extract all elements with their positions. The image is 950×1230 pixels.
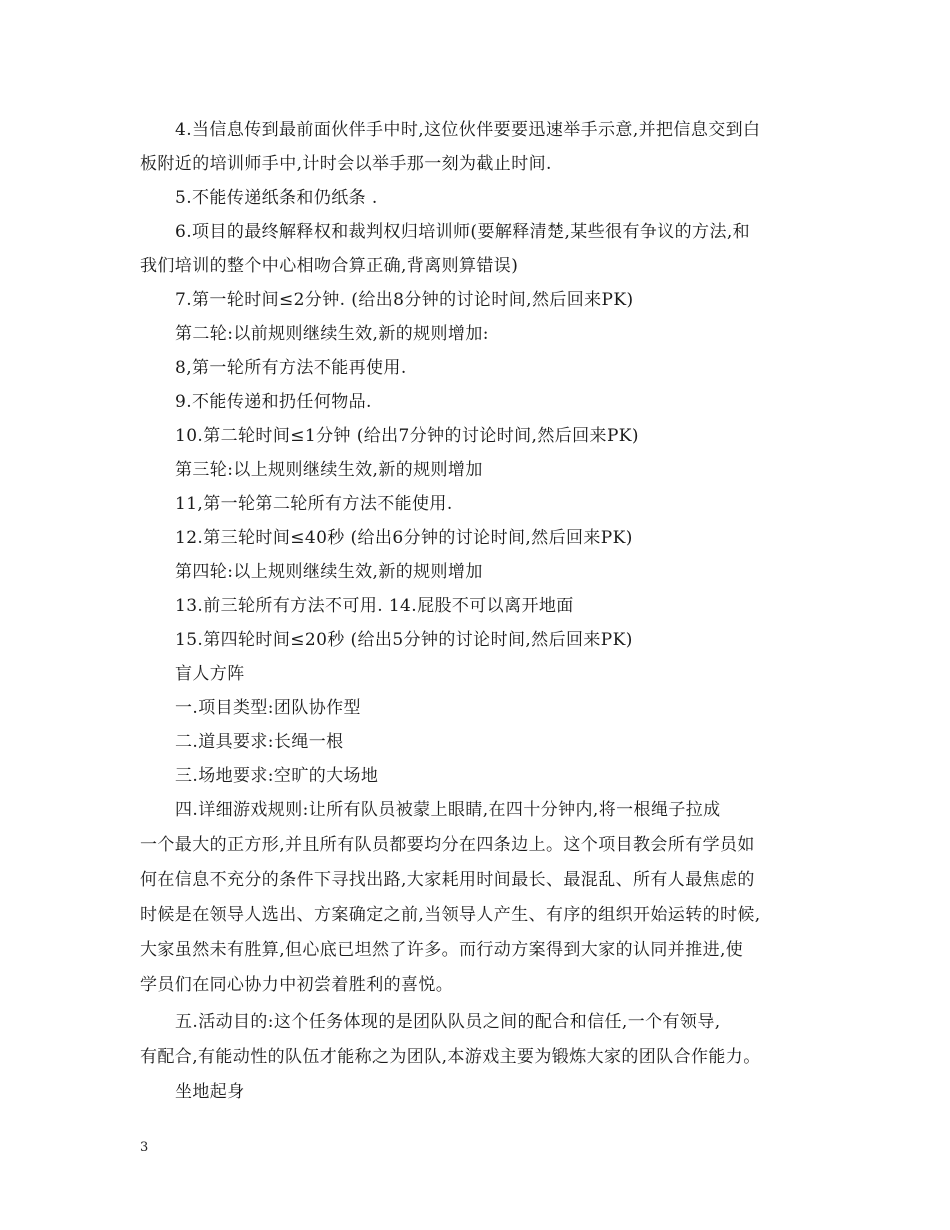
section-heading: 坐地起身 bbox=[175, 1082, 245, 1102]
page-number: 3 bbox=[140, 1140, 149, 1155]
text-line: 6.项目的最终解释权和裁判权归培训师(要解释清楚,某些很有争议的方法,和 bbox=[175, 222, 751, 242]
text-line: 一.项目类型:团队协作型 bbox=[175, 698, 361, 718]
text-line: 时候是在领导人选出、方案确定之前,当领导人产生、有序的组织开始运转的时候, bbox=[140, 905, 761, 925]
text-line: 9.不能传递和扔任何物品. bbox=[175, 392, 372, 412]
text-line: 有配合,有能动性的队伍才能称之为团队,本游戏主要为锻炼大家的团队合作能力。 bbox=[140, 1047, 761, 1067]
text-line: 10.第二轮时间≤1分钟 (给出7分钟的讨论时间,然后回来PK) bbox=[175, 426, 639, 446]
text-line: 5.不能传递纸条和仍纸条 . bbox=[175, 188, 378, 208]
text-line: 四.详细游戏规则:让所有队员被蒙上眼睛,在四十分钟内,将一根绳子拉成 bbox=[175, 800, 721, 820]
text-line: 一个最大的正方形,并且所有队员都要均分在四条边上。这个项目教会所有学员如 bbox=[140, 835, 755, 855]
text-line: 13.前三轮所有方法不可用. 14.屁股不可以离开地面 bbox=[175, 596, 574, 616]
text-line: 12.第三轮时间≤40秒 (给出6分钟的讨论时间,然后回来PK) bbox=[175, 528, 633, 548]
text-line: 第四轮:以上规则继续生效,新的规则增加 bbox=[175, 562, 483, 582]
text-line: 我们培训的整个中心相吻合算正确,背离则算错误) bbox=[140, 256, 519, 276]
text-line: 板附近的培训师手中,计时会以举手那一刻为截止时间. bbox=[140, 154, 552, 174]
text-line: 第二轮:以前规则继续生效,新的规则增加: bbox=[175, 324, 489, 344]
text-line: 7.第一轮时间≤2分钟. (给出8分钟的讨论时间,然后回来PK) bbox=[175, 290, 634, 310]
text-line: 三.场地要求:空旷的大场地 bbox=[175, 766, 379, 786]
text-line: 8,第一轮所有方法不能再使用. bbox=[175, 358, 407, 378]
text-line: 15.第四轮时间≤20秒 (给出5分钟的讨论时间,然后回来PK) bbox=[175, 630, 633, 650]
text-line: 学员们在同心协力中初尝着胜利的喜悦。 bbox=[140, 975, 454, 995]
text-line: 大家虽然未有胜算,但心底已坦然了许多。而行动方案得到大家的认同并推进,使 bbox=[140, 940, 744, 960]
text-line: 4.当信息传到最前面伙伴手中时,这位伙伴要要迅速举手示意,并把信息交到白 bbox=[175, 120, 761, 140]
section-heading: 盲人方阵 bbox=[175, 664, 245, 684]
text-line: 何在信息不充分的条件下寻找出路,大家耗用时间最长、最混乱、所有人最焦虑的 bbox=[140, 870, 755, 890]
text-line: 五.活动目的:这个任务体现的是团队队员之间的配合和信任,一个有领导, bbox=[175, 1012, 721, 1032]
text-line: 第三轮:以上规则继续生效,新的规则增加 bbox=[175, 460, 483, 480]
text-line: 11,第一轮第二轮所有方法不能使用. bbox=[175, 494, 453, 514]
text-line: 二.道具要求:长绳一根 bbox=[175, 732, 344, 752]
